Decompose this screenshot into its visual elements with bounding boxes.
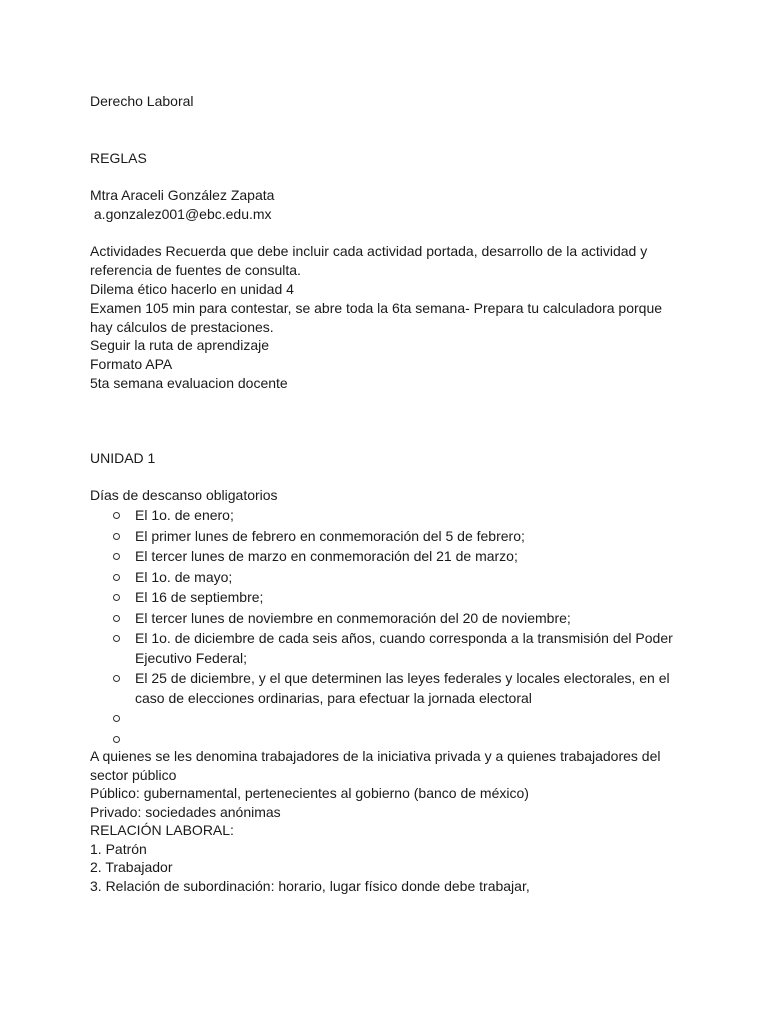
list-item: El 1o. de enero;	[90, 506, 680, 526]
rule-line: 5ta semana evaluacion docente	[90, 375, 288, 391]
note-line: Privado: sociedades anónimas	[90, 804, 281, 820]
rule-line: referencia de fuentes de consulta.	[90, 262, 301, 278]
list-item: El 1o. de diciembre de cada seis años, cuando corresponda a la transmisión del Poder Ejecutivo Federal;	[90, 629, 680, 668]
rest-days-heading: Días de descanso obligatorios	[90, 487, 278, 503]
note-line: 2. Trabajador	[90, 859, 173, 875]
list-item	[90, 709, 680, 729]
rule-line: Examen 105 min para contestar, se abre toda la 6ta semana- Prepara tu calculadora porque	[90, 300, 663, 316]
rules-heading: REGLAS	[90, 150, 147, 166]
list-item: El 25 de diciembre, y el que determinen las leyes federales y locales electorales, en el caso de elecciones ordinarias, para efectuar la jornada electoral	[90, 669, 680, 708]
note-line: Público: gubernamental, pertenecientes al gobierno (banco de méxico)	[90, 785, 529, 801]
note-line: 1. Patrón	[90, 841, 147, 857]
note-line: A quienes se les denomina trabajadores de la iniciativa privada y a quienes trabajadores del	[90, 748, 661, 764]
unit-heading: UNIDAD 1	[90, 450, 156, 466]
rule-line: Formato APA	[90, 356, 173, 372]
teacher-email: a.gonzalez001@ebc.edu.mx	[90, 206, 272, 222]
rule-line: Seguir la ruta de aprendizaje	[90, 337, 270, 353]
list-item: El tercer lunes de noviembre en conmemoración del 20 de noviembre;	[90, 609, 680, 629]
note-line: RELACIÓN LABORAL:	[90, 822, 234, 838]
rule-line: hay cálculos de prestaciones.	[90, 319, 274, 335]
rest-days-list	[90, 506, 680, 750]
list-item: El 16 de septiembre;	[90, 588, 680, 608]
note-line: 3. Relación de subordinación: horario, lugar físico donde debe trabajar,	[90, 878, 530, 894]
list-item: El 1o. de mayo;	[90, 568, 680, 588]
note-line: sector público	[90, 767, 177, 783]
rule-line: Dilema ético hacerlo en unidad 4	[90, 281, 294, 297]
teacher-name: Mtra Araceli González Zapata	[90, 187, 275, 203]
list-item: El tercer lunes de marzo en conmemoración del 21 de marzo;	[90, 547, 680, 567]
list-item: El primer lunes de febrero en conmemoración del 5 de febrero;	[90, 527, 680, 547]
rule-line: Actividades Recuerda que debe incluir cada actividad portada, desarrollo de la actividad y	[90, 243, 648, 259]
document-title: Derecho Laboral	[90, 93, 194, 109]
